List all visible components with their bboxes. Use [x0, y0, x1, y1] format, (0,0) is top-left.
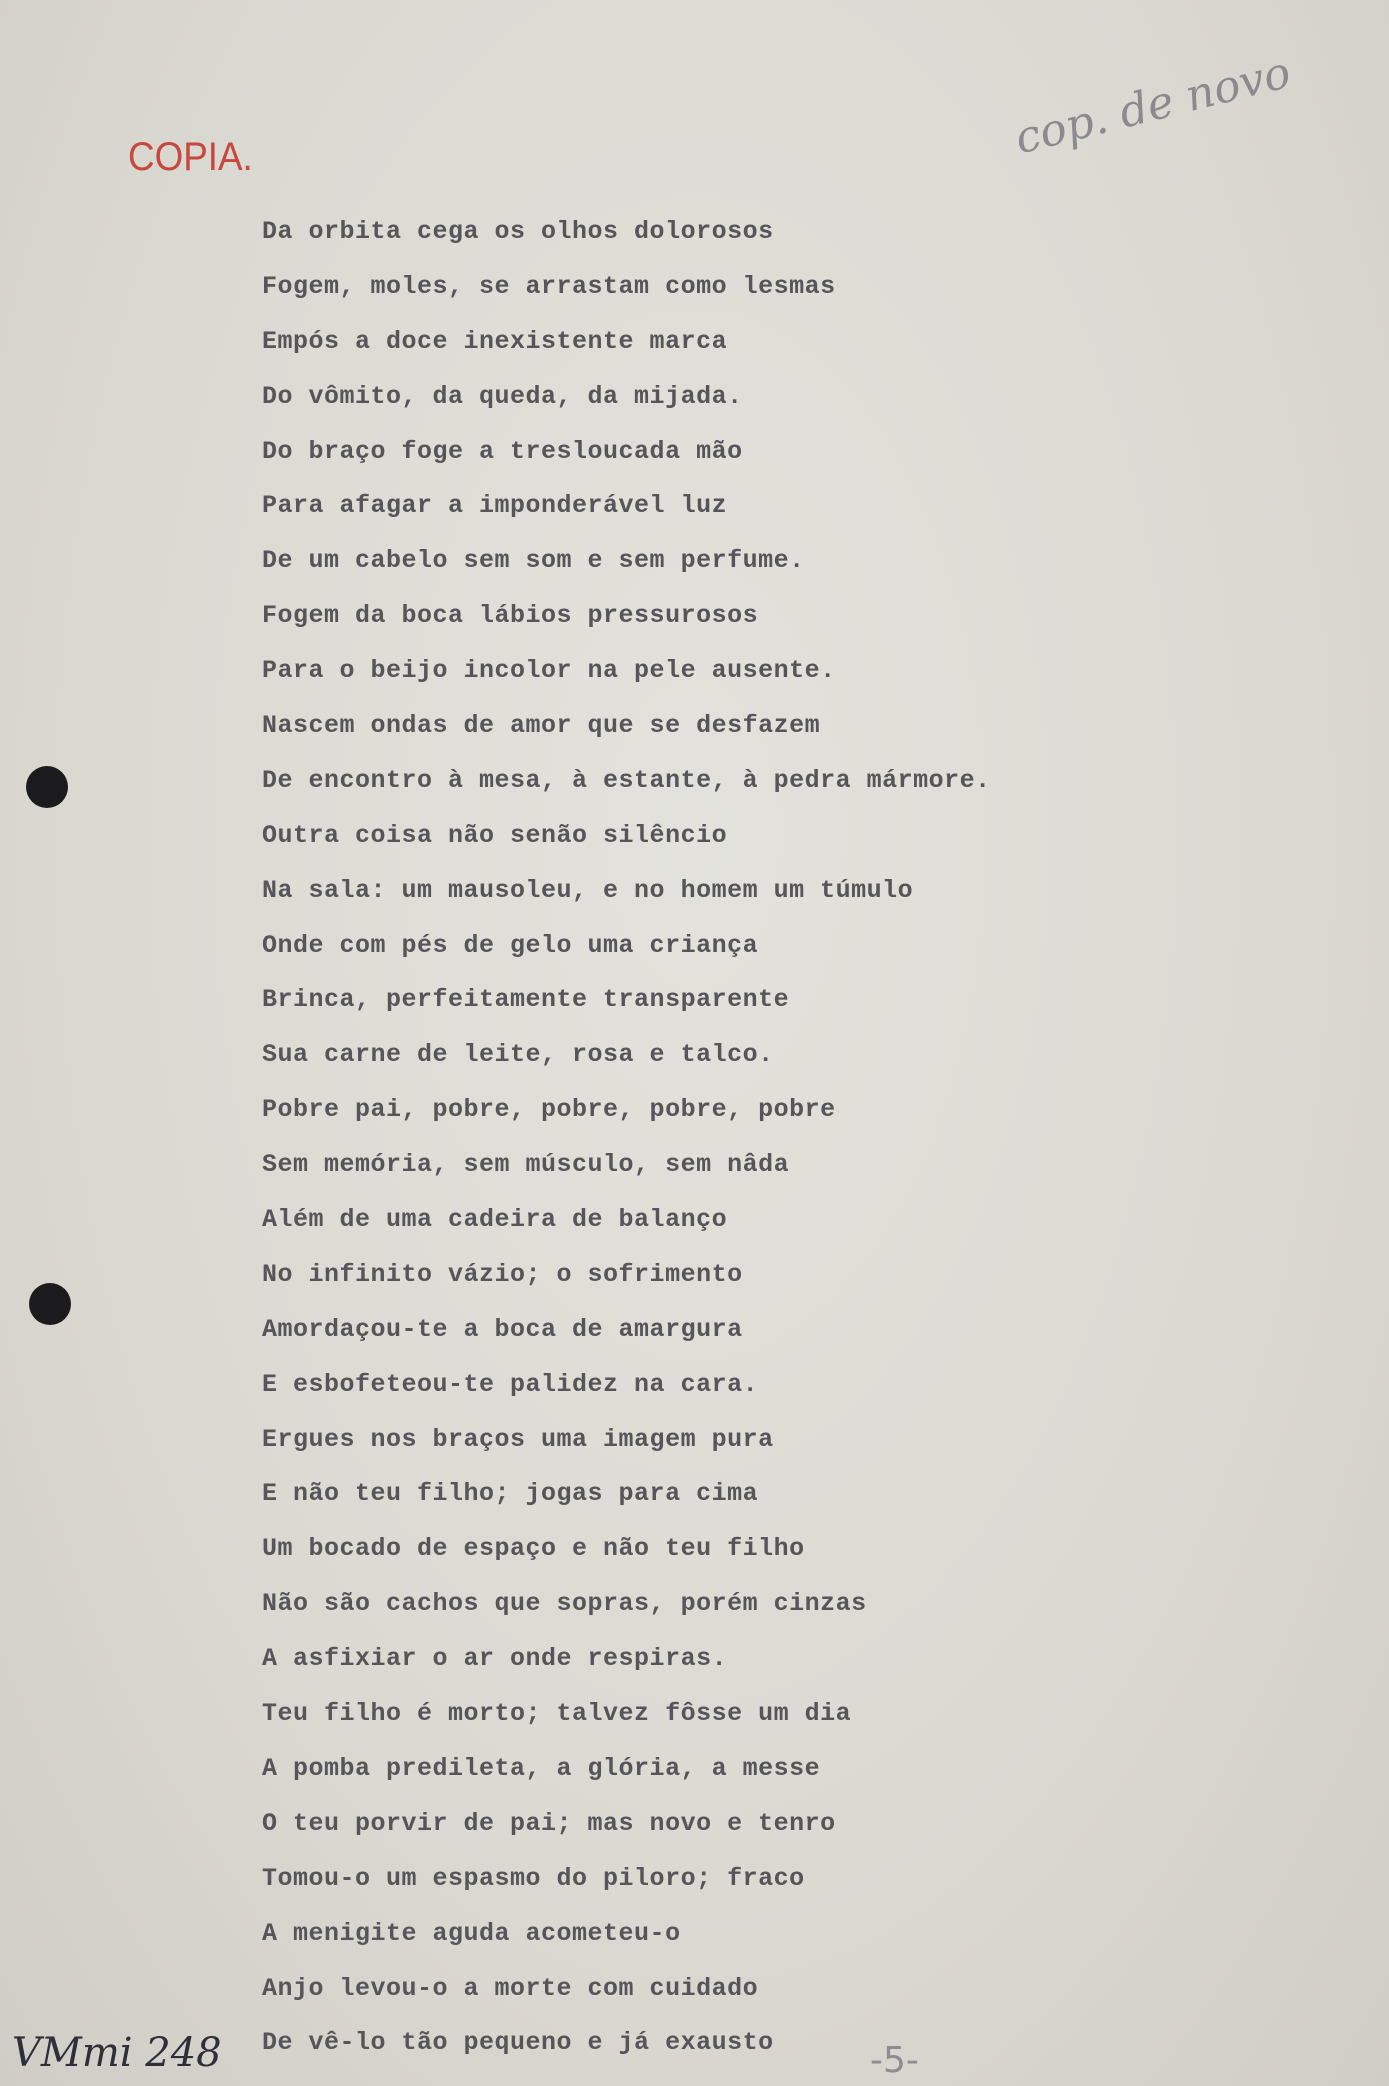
poem-line: Um bocado de espaço e não teu filho — [262, 1534, 805, 1564]
poem-line: No infinito vázio; o sofrimento — [262, 1259, 743, 1289]
poem-line: E esbofeteou-te palidez na cara. — [262, 1369, 759, 1399]
poem-line: Não são cachos que sopras, porém cinzas — [262, 1589, 867, 1619]
archive-reference: VMmi 248 — [12, 2030, 222, 2076]
poem-line: Fogem, moles, se arrastam como lesmas — [262, 271, 836, 301]
poem-line: Sua carne de leite, rosa e talco. — [262, 1040, 774, 1070]
poem-line: Sem memória, sem músculo, sem nâda — [262, 1150, 790, 1180]
poem-line: O teu porvir de pai; mas novo e tenro — [262, 1808, 836, 1838]
poem-line: Do braço foge a tresloucada mão — [262, 436, 743, 466]
poem-line: Teu filho é morto; talvez fôsse um dia — [262, 1699, 852, 1729]
poem-line: Além de uma cadeira de balanço — [262, 1205, 728, 1235]
poem-line: Amordaçou-te a boca de amargura — [262, 1314, 743, 1344]
poem-line: Fogem da boca lábios pressurosos — [262, 601, 759, 631]
poem-line: Empós a doce inexistente marca — [262, 326, 728, 356]
handwritten-note: cop. de novo — [1010, 46, 1296, 165]
poem-line: Do vômito, da queda, da mijada. — [262, 381, 743, 411]
poem-line: Para afagar a imponderável luz — [262, 491, 728, 521]
poem-line: A pomba predileta, a glória, a messe — [262, 1753, 821, 1783]
poem-line: Brinca, perfeitamente transparente — [262, 985, 790, 1015]
poem-line: De encontro à mesa, à estante, à pedra mármore. — [262, 765, 991, 795]
poem-line: Ergues nos braços uma imagem pura — [262, 1424, 774, 1454]
poem-body — [262, 205, 991, 2071]
poem-line: A menigite aguda acometeu-o — [262, 1918, 681, 1948]
punch-hole — [26, 766, 68, 808]
copia-stamp: COPIA. — [128, 135, 253, 179]
poem-line: Pobre pai, pobre, pobre, pobre, pobre — [262, 1095, 836, 1125]
page-number: -5- — [870, 2040, 919, 2081]
poem-line: E não teu filho; jogas para cima — [262, 1479, 759, 1509]
poem-line: Onde com pés de gelo uma criança — [262, 930, 759, 960]
punch-hole — [29, 1283, 71, 1325]
poem-line: Tomou-o um espasmo do piloro; fraco — [262, 1863, 805, 1893]
poem-line: Outra coisa não senão silêncio — [262, 820, 728, 850]
poem-line: Nascem ondas de amor que se desfazem — [262, 711, 821, 741]
poem-line: Para o beijo incolor na pele ausente. — [262, 656, 836, 686]
poem-line: A asfixiar o ar onde respiras. — [262, 1644, 728, 1674]
poem-line: Da orbita cega os olhos dolorosos — [262, 217, 774, 246]
poem-line: De um cabelo sem som e sem perfume. — [262, 546, 805, 576]
poem-line: Anjo levou-o a morte com cuidado — [262, 1973, 759, 2003]
poem-line: Na sala: um mausoleu, e no homem um túmulo — [262, 875, 914, 905]
poem-line: De vê-lo tão pequeno e já exausto — [262, 2028, 774, 2058]
